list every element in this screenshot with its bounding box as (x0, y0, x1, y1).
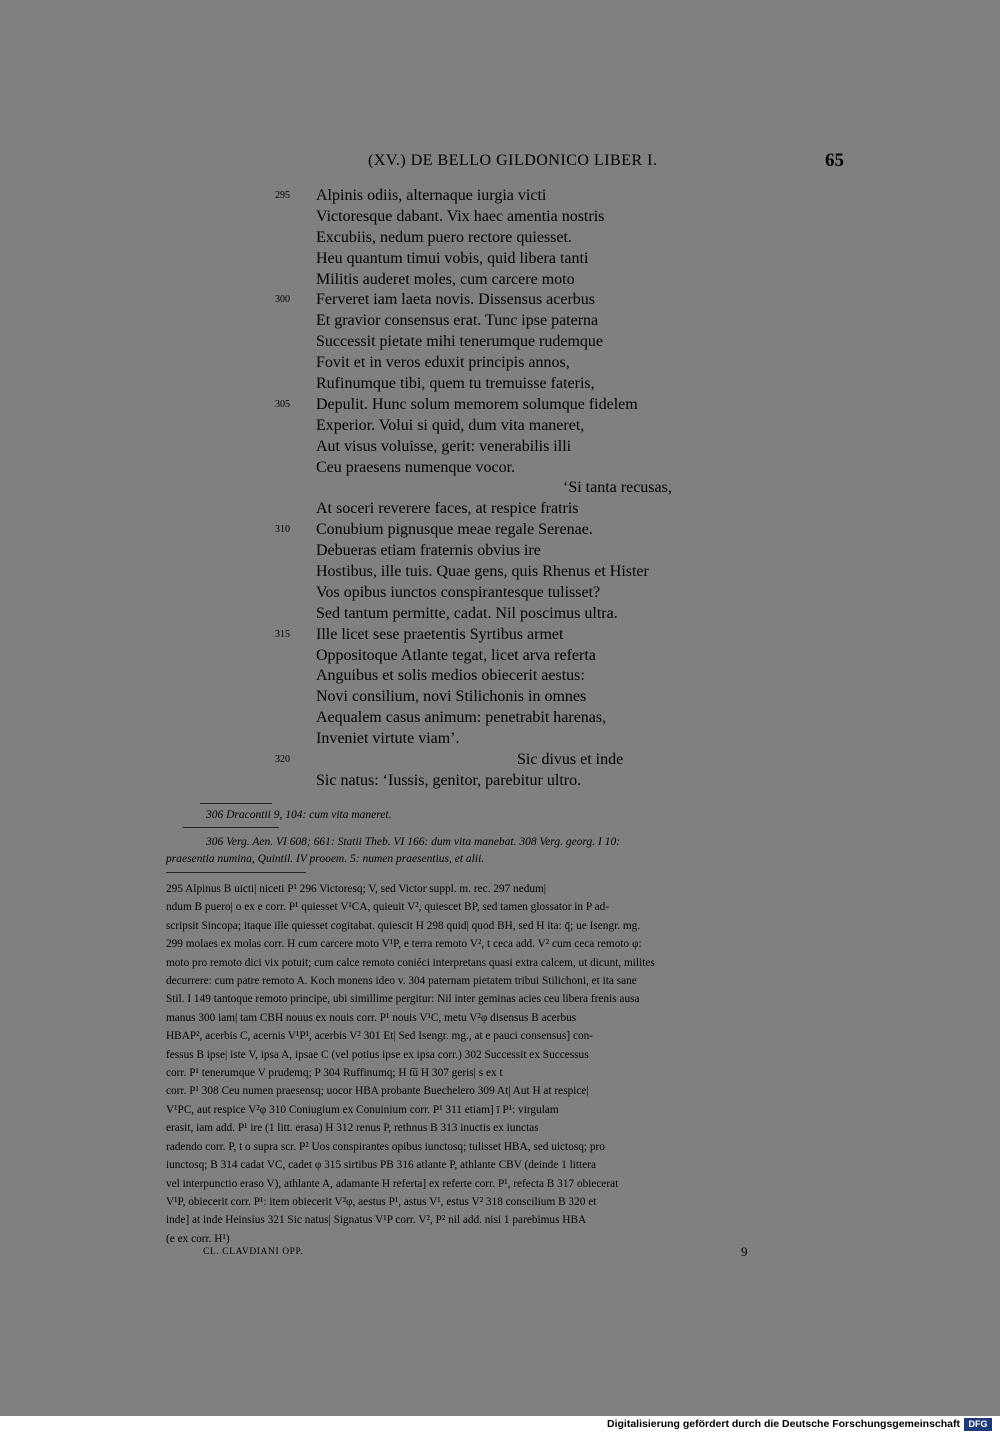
apparatus-line: vel interpunctio eraso V), athlante A, adamante H referta] ex referte corr. P¹, refecta B 317 obiecerat (166, 1177, 619, 1190)
verse-line (275, 562, 755, 583)
line-number: 320 (275, 754, 290, 766)
verse-line (275, 374, 755, 395)
apparatus-line: manus 300 iam| tam CBH nouus ex nouis corr. P¹ nouis V¹C, metu V²φ disensus B acerbus (166, 1011, 577, 1024)
parallels-note: 306 Verg. Aen. VI 608; 661: Statii Theb. VI 166: dum vita manebat. 308 Verg. georg. I 10: (206, 836, 621, 848)
note-rule (183, 827, 279, 828)
verse-line (275, 270, 755, 291)
verse-line (275, 395, 755, 416)
verse-line (275, 729, 755, 750)
verse-text: Debueras etiam fraternis obvius ire (316, 542, 541, 560)
line-number: 310 (275, 524, 290, 536)
verse-line (275, 541, 755, 562)
verse-text: Ille licet sese praetentis Syrtibus armet (316, 625, 564, 643)
apparatus-line: 299 molaes ex molas corr. H cum carcere moto V¹P, e terra remoto V², t ceca add. V² cum ceca remoto φ: (166, 938, 642, 951)
verse-line (275, 332, 755, 353)
verse-text: Experior. Volui si quid, dum vita maneret, (316, 416, 585, 434)
apparatus-line: fessus B ipse| iste V, ipsa A, ipsae C (vel potius ipse ex ipsa corr.) 302 Successit ex Successus (166, 1048, 589, 1061)
running-header (316, 152, 842, 176)
verse-text: Sic natus: ‘Iussis, genitor, parebitur ultro. (316, 771, 582, 789)
verse-line (275, 416, 755, 437)
apparatus-line: moto pro remoto dici vix potuit; cum calce remoto coniéci interpretans quasi extra calcem, ut dicunt, milites (166, 956, 655, 969)
verse-line (275, 228, 755, 249)
apparatus-line: inde] at inde Heinsius 321 Sic natus| Signatus V¹P corr. V², P² nil add. nisi 1 parebimus HBA (166, 1214, 587, 1227)
line-number: 295 (275, 190, 290, 201)
apparatus-line: erasit, iam add. P¹ ire (1 litt. erasa) H 312 renus P, rethnus B 313 inuctis ex iunctas (166, 1122, 539, 1135)
verse-text: Anguibus et solis medios obiecerit aestus: (316, 667, 585, 685)
verse-line (275, 499, 755, 520)
apparatus-line: V¹PC, aut respice V²φ 310 Coniugium ex Conuinium corr. P¹ 311 etiam] ī P¹: virgulam (166, 1103, 559, 1116)
line-number: 315 (275, 628, 290, 640)
verse-text: Hostibus, ille tuis. Quae gens, quis Rhenus et Hister (316, 563, 649, 581)
verse-line (275, 186, 755, 207)
page-title: (XV.) DE BELLO GILDONICO LIBER I. (368, 152, 658, 169)
page-number: 65 (825, 150, 844, 171)
verse-text: Aut visus voluisse, gerit: venerabilis illi (316, 437, 572, 455)
verse-text: Militis auderet moles, cum carcere moto (316, 270, 575, 288)
verse-line (275, 249, 755, 270)
verse-text: Oppositoque Atlante tegat, licet arva referta (316, 646, 596, 664)
verse-line (275, 646, 755, 667)
verse-line (275, 604, 755, 625)
testimonia-note: 306 Dracontii 9, 104: cum vita maneret. (206, 809, 392, 821)
verse-line (275, 353, 755, 374)
apparatus-rule (166, 872, 306, 873)
apparatus-line: radendo corr. P, t o supra scr. P² Uos conspirantes opibus iunctosq; tulisset HBA, sed uictosq; pro (166, 1140, 605, 1153)
verse-text: Et gravior consensus erat. Tunc ipse paterna (316, 312, 599, 330)
verse-line (275, 290, 755, 311)
verse-text: Inveniet virtute viam’. (316, 730, 460, 748)
apparatus-line: corr. P¹ tenerumque V prudemq; P 304 Ruffinumq; H t͞u H 307 geris| s ex t (166, 1067, 503, 1080)
verse-line (275, 458, 755, 479)
line-number: 300 (275, 294, 290, 306)
apparatus-line: decurrere: cum patre remoto A. Koch monens ideo v. 304 paternam pietatem tribui Stilichoni, et ita sane (166, 975, 637, 988)
verse-text: Conubium pignusque meae regale Serenae. (316, 521, 593, 539)
apparatus-line: Stil. I 149 tantoque remoto principe, ubi simillime pergitur: Nil inter geminas acies ceu libera frenis ausa (166, 993, 640, 1006)
apparatus-line: 295 Alpinus B uicti| niceti P¹ 296 Victoresq; V, sed Victor suppl. m. rec. 297 nedum| (166, 883, 547, 895)
verse-line (275, 437, 755, 458)
verse-block (275, 186, 755, 792)
verse-text: Vos opibus iunctos conspirantesque tulisset? (316, 583, 601, 601)
verse-line (275, 311, 755, 332)
signature-mark: CL. CLAVDIANI OPP. (203, 1247, 304, 1257)
apparatus-line: HBAP², acerbis C, acernis V¹P¹, acerbis V² 301 Et| Sed Isengr. mg., at e pauci consensus] con- (166, 1030, 594, 1043)
verse-line (275, 625, 755, 646)
verse-text: Heu quantum timui vobis, quid libera tanti (316, 249, 589, 267)
verse-line (275, 478, 755, 499)
verse-text: Excubiis, nedum puero rectore quiesset. (316, 228, 572, 246)
verse-line (275, 771, 755, 792)
apparatus-line: scripsit Sincopa; itaque ille quiesset cogitabat. quiescit H 298 quid| quod BH, sed H ita: q̄; ue Isengr. mg. (166, 919, 641, 932)
verse-text: Fovit et in veros eduxit principis annos, (316, 354, 570, 372)
verse-text: Sic divus et inde (517, 751, 624, 769)
verse-text: Victoresque dabant. Vix haec amentia nostris (316, 207, 605, 225)
verse-line (275, 520, 755, 541)
verse-text: Aequalem casus animum: penetrabit harenas, (316, 709, 607, 727)
verse-text: Ferveret iam laeta novis. Dissensus acerbus (316, 291, 596, 309)
apparatus-line: ndum B puero| o ex e corr. P¹ quiesset V¹CA, quieuit V², quiescet BP, sed tamen glossator in P ad- (166, 901, 610, 914)
verse-line (275, 207, 755, 228)
verse-text: Ceu praesens numenque vocor. (316, 458, 516, 476)
verse-text: Successit pietate mihi tenerumque rudemque (316, 333, 604, 351)
line-number: 305 (275, 398, 290, 410)
verse-text: Rufinumque tibi, quem tu tremuisse fateris, (316, 375, 595, 393)
verse-text: Depulit. Hunc solum memorem solumque fidelem (316, 395, 638, 413)
apparatus-line: V¹P, obiecerit corr. P¹: item obiecerit V²φ, aestus P¹, astus V¹, estus V² 318 conscilium B 320 et (166, 1195, 597, 1208)
verse-line (275, 750, 755, 771)
footer-credit: Digitalisierung gefördert durch die Deutsche Forschungsgemeinschaft (607, 1418, 960, 1430)
apparatus-line: corr. P¹ 308 Ceu numen praesensq; uocor HBA probante Buechelero 309 At| Aut H at respice| (166, 1085, 589, 1098)
apparatus-line: iunctosq; B 314 cadat VC, cadet φ 315 sirtibus PB 316 atlante P, athlante CBV (deinde 1 littera (166, 1159, 596, 1172)
signature-number: 9 (741, 1244, 748, 1259)
verse-text: Novi consilium, novi Stilichonis in omnes (316, 688, 587, 706)
verse-line (275, 583, 755, 604)
dfg-logo-icon: DFG (964, 1418, 992, 1431)
verse-text: At soceri reverere faces, at respice fratris (316, 500, 579, 518)
verse-line (275, 708, 755, 729)
critical-apparatus (166, 880, 836, 1248)
apparatus-line: (e ex corr. H¹) (166, 1232, 230, 1245)
verse-text: Sed tantum permitte, cadat. Nil poscimus ultra. (316, 604, 618, 622)
verse-text: Alpinis odiis, alternaque iurgia victi (316, 187, 547, 204)
verse-text: ‘Si tanta recusas, (563, 479, 672, 497)
verse-line (275, 687, 755, 708)
verse-line (275, 666, 755, 687)
note-rule (200, 803, 272, 804)
footer-bar (0, 1416, 1000, 1434)
parallels-note: praesentia numina, Quintil. IV prooem. 5: numen praesentius, et alii. (166, 853, 485, 865)
